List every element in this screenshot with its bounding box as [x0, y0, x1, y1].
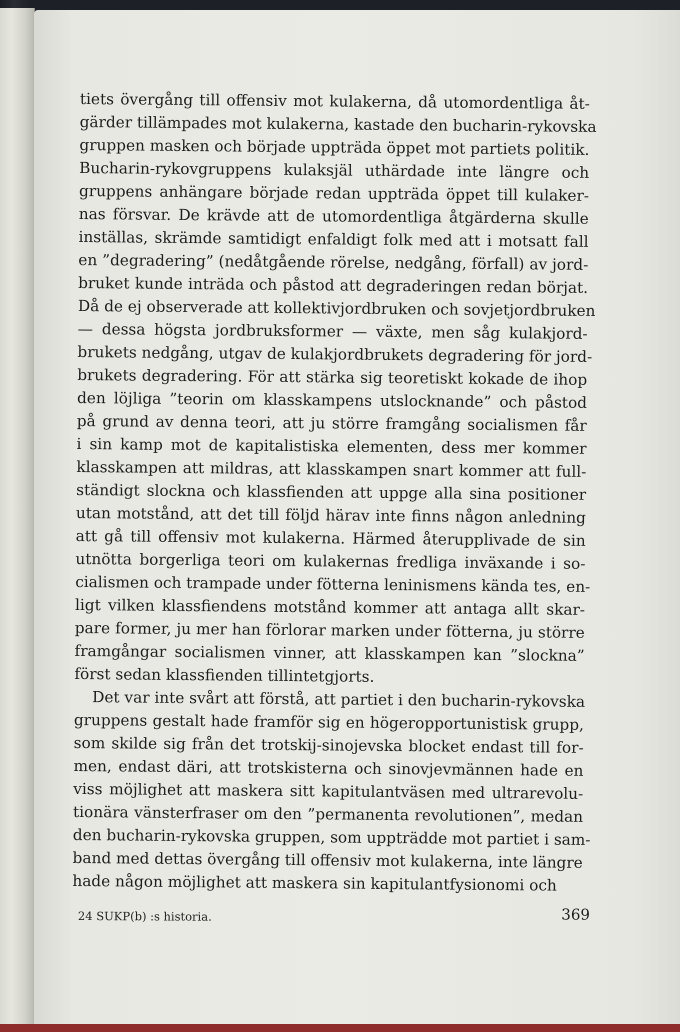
body-text	[72, 88, 597, 898]
text-line: men, endast däri, att trotskisterna och sinovjevmännen hade en	[73, 756, 584, 780]
text-line: en ”degradering” (nedåtgående rörelse, nedgång, förfall) av jord-	[78, 250, 589, 274]
text-line: brukets degradering. För att stärka sig teoretiskt kokade de ihop	[77, 365, 588, 389]
text-line: tiets övergång till offensiv mot kulakerna, då utomordentliga åt-	[79, 89, 590, 113]
text-line: på grund av denna teori, att ju större framgång socialismen får	[76, 411, 587, 435]
text-line: gärder tillämpades mot kulakerna, kastade den bucharin-rykovska	[79, 112, 597, 136]
text-line: gruppens gestalt hade framför sig en högeropportunistisk grupp,	[73, 710, 584, 734]
left-page-edge	[0, 8, 35, 1024]
text-line: inställas, skrämde samtidigt enfaldigt folk med att i motsatt fall	[78, 227, 589, 251]
book-cover-edge	[0, 1024, 680, 1032]
text-line: hade någon möjlighet att maskera sin kapitulantfysionomi och	[72, 871, 557, 895]
text-line: — dessa högsta jordbruksformer — växte, men såg kulakjord-	[77, 319, 588, 343]
text-line: gruppens anhängare började redan uppträda öppet till kulaker-	[78, 181, 590, 205]
paragraph	[74, 88, 597, 691]
text-line: framgångar socialismen vinner, att klasskampen kan ”slockna”	[74, 641, 585, 665]
text-line: utan motstånd, att det till följd härav inte finns någon anledning	[75, 503, 586, 527]
text-line: den löjliga ”teorin om klasskampens utslocknande” och påstod	[76, 388, 588, 412]
text-line: först sedan klassfienden tillintetgjorts.	[74, 664, 375, 686]
page-footer	[78, 903, 590, 930]
text-line: Då de ej observerade att kollektivjordbruken och sovjetjordbruken	[77, 296, 596, 320]
text-line: utnötta borgerliga teori om kulakernas fredliga inväxande i so-	[75, 549, 586, 573]
footer-signature: 24 SUKP(b) :s historia.	[77, 908, 212, 924]
text-line: som skilde sig från det trotskij-sinojevska blocket endast till for-	[73, 733, 584, 757]
text-line: pare former, ju mer han förlorar marken under fötterna, ju större	[74, 618, 585, 642]
text-line: att gå till offensiv mot kulakerna. Härmed återupplivade de sin	[75, 526, 586, 550]
page-number: 369	[561, 905, 590, 924]
text-line: tionära vänsterfraser om den ”permanenta revolutionen”, medan	[72, 802, 584, 826]
text-line: i sin kamp mot de kapitalistiska elementen, dess mer kommer	[76, 434, 587, 458]
text-line: Det var inte svårt att förstå, att partiet i den bucharin-rykovska	[92, 688, 586, 711]
text-line: band med dettas övergång till offensiv mot kulakerna, inte längre	[72, 848, 583, 872]
text-line: klasskampen att mildras, att klasskampen snart kommer att full-	[76, 457, 587, 481]
text-line: bruket kunde inträda och påstod att degraderingen redan börjat.	[78, 273, 589, 297]
text-line: gruppen masken och började uppträda öppet mot partiets politik.	[79, 135, 590, 159]
text-line: cialismen och trampade under fötterna leninismens kända tes, en-	[75, 572, 591, 596]
text-line: Bucharin-rykovgruppens kulaksjäl uthärdade inte längre och	[79, 158, 590, 182]
text-line: ständigt slockna och klassfienden att uppge alla sina positioner	[76, 480, 587, 504]
paragraph	[72, 686, 591, 898]
text-line: den bucharin-rykovska gruppen, som uppträdde mot partiet i sam-	[72, 825, 591, 849]
text-line: nas försvar. De krävde att de utomordentliga åtgärderna skulle	[78, 204, 589, 228]
text-line: brukets nedgång, utgav de kulakjordbrukets degradering för jord-	[77, 342, 593, 366]
text-line: ligt vilken klassfiendens motstånd kommer att antaga allt skar-	[74, 595, 586, 619]
text-line: viss möjlighet att maskera sitt kapitulantväsen med ultrarevolu-	[73, 779, 584, 803]
